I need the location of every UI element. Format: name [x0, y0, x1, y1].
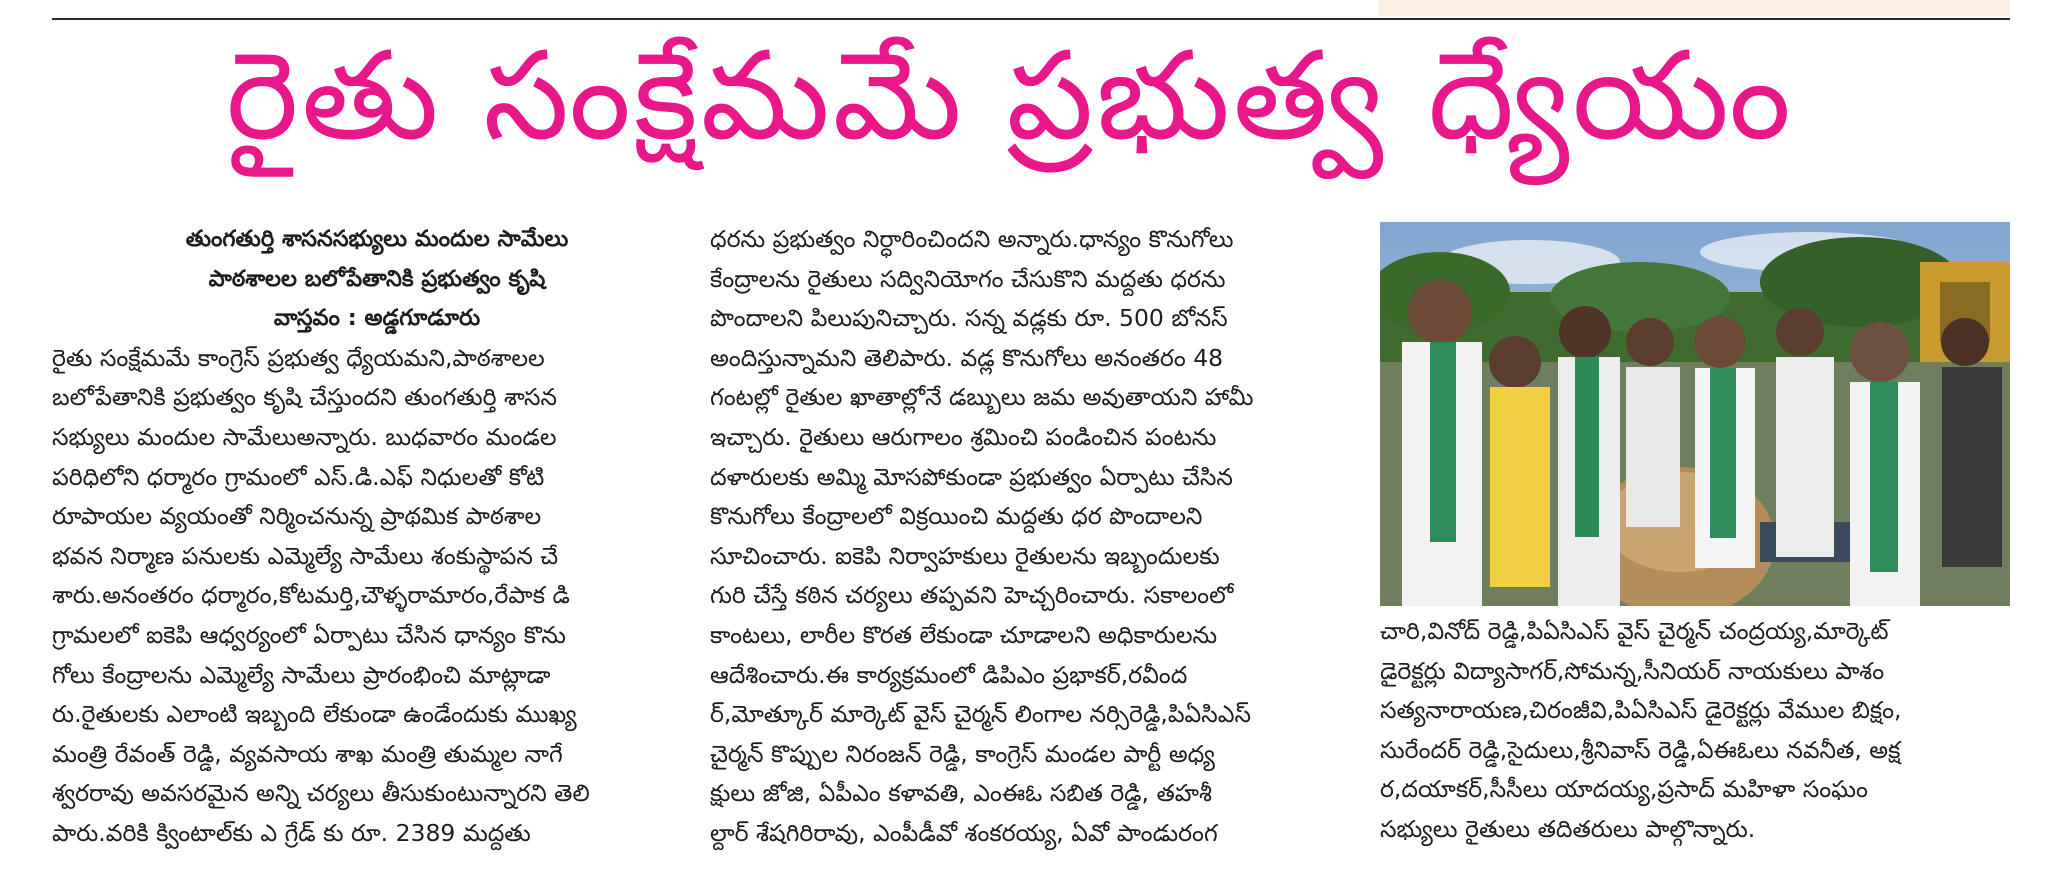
body-line: శారు.అనంతరం ధర్మారం,కోటమర్తి,చౌళ్ళరామారం,రేపాక డి [52, 581, 570, 610]
body-line: సభ్యులు మందుల సామేలుఅన్నారు. బుధవారం మండల [52, 422, 557, 451]
headline: రైతు సంక్షేమమే ప్రభుత్వ ధ్యేయం [226, 25, 1794, 167]
subhead-2: పాఠశాలల బలోపేతానికి ప్రభుత్వం కృషి [208, 265, 546, 292]
body-line: గంటల్లో రైతుల ఖాతాల్లోనే డబ్బులు జమ అవుతాయని హామీ [710, 383, 1254, 412]
article-column-2 [710, 220, 1360, 854]
body-line: కేంద్రాలను రైతులు సద్వినియోగం చేసుకొని మద్దతు ధరను [710, 264, 1226, 293]
body-line: రైతు సంక్షేమమే కాంగ్రెస్ ప్రభుత్వ ధ్యేయమని,పాఠశాలల [52, 343, 545, 372]
caption-line: డైరెక్టర్లు విద్యాసాగర్,సోమన్న,సీనియర్ నాయకులు పాశం [1380, 656, 1885, 685]
caption-line: చారి,వినోద్ రెడ్డి,పిఏసిఎస్ వైస్ చైర్మన్ చంద్రయ్య,మార్కెట్ [1380, 617, 1889, 645]
top-corner-tint [1378, 0, 2010, 16]
body-line: బలోపేతానికి ప్రభుత్వం కృషి చేస్తుందని తుంగతుర్తి శాసన [52, 383, 558, 412]
body-line: ఆదేశించారు.ఈ కార్యక్రమంలో డిపిఎం ప్రభాకర్,రవీంద [710, 660, 1188, 689]
body-line: పొందాలని పిలుపునిచ్చారు. సన్న వడ్లకు రూ. 500 బోనస్ [710, 304, 1228, 333]
caption-line: సురేందర్ రెడ్డి,సైదులు,శ్రీనివాస్ రెడ్డి,ఏఈఓలు నవనీత, అక్ష [1380, 735, 1901, 764]
body-line: క్షులు జోజి, ఏపీఎం కళావతి, ఎంఈఓ సబిత రెడ్డి, తహశీ [710, 779, 1212, 808]
top-rule [52, 18, 2010, 20]
news-photo [1380, 222, 2010, 606]
article-column-1 [52, 220, 702, 854]
body-line: సూచించారు. ఐకెపి నిర్వాహకులు రైతులను ఇబ్బందులకు [710, 541, 1220, 570]
body-line: అందిస్తున్నామని తెలిపారు. వడ్ల కొనుగోలు అనంతరం 48 [710, 343, 1224, 372]
body-line: పరిధిలోని ధర్మారం గ్రామంలో ఎస్.డి.ఎఫ్ నిధులతో కోటి [52, 462, 545, 491]
body-line: గ్రామలలో ఐకెపి ఆధ్వర్యంలో ఏర్పాటు చేసిన ధాన్యం కొను [52, 620, 566, 649]
body-line: రూపాయల వ్యయంతో నిర్మించనున్న ప్రాథమిక పాఠశాల [52, 502, 542, 531]
body-line: ధరను ప్రభుత్వం నిర్ధారించిందని అన్నారు.ధాన్యం కొనుగోలు [710, 225, 1234, 253]
caption-line: సభ్యులు రైతులు తదితరులు పాల్గొన్నారు. [1380, 814, 1756, 843]
caption-line: ర,దయాకర్,సీసీలు యాదయ్య,ప్రసాద్ మహిళా సంఘం [1380, 775, 1868, 804]
body-line: రు.రైతులకు ఎలాంటి ఇబ్బంది లేకుండా ఉండేందుకు ముఖ్య [52, 700, 577, 729]
body-line: కాంటలు, లారీల కొరత లేకుండా చూడాలని అధికారులను [710, 620, 1218, 649]
dateline: వాస్తవం : అడ్డగూడూరు [273, 305, 481, 332]
body-line: శ్వరరావు అవసరమైన అన్ని చర్యలు తీసుకుంటున్నారని తెలి [52, 779, 590, 808]
body-line: చైర్మన్ కొప్పుల నిరంజన్ రెడ్డి, కాంగ్రెస్ మండల పార్టీ అధ్య [710, 739, 1215, 768]
body-line: దళారులకు అమ్మి మోసపోకుండా ప్రభుత్వం ఏర్పాటు చేసిన [710, 462, 1233, 491]
subhead-1: తుంగతుర్తి శాసనసభ్యులు మందుల సామేలు [185, 226, 569, 252]
body-line: గురి చేస్తే కఠిన చర్యలు తప్పవని హెచ్చరించారు. సకాలంలో [710, 581, 1234, 610]
body-line: ర్,మోత్కూర్ మార్కెట్ వైస్ చైర్మన్ లింగాల నర్సిరెడ్డి,పిఏసిఎస్ [710, 700, 1251, 729]
body-line: కొనుగోలు కేంద్రాలలో విక్రయించి మద్దతు ధర పొందాలని [710, 502, 1203, 531]
caption-line: సత్యనారాయణ,చిరంజీవి,పిఏసిఎస్ డైరెక్టర్లు వేముల బిక్షం, [1380, 696, 1902, 725]
body-line: ఇచ్చారు. రైతులు ఆరుగాలం శ్రమించి పండించిన పంటను [710, 422, 1217, 451]
body-line: ల్దార్ శేషగిరిరావు, ఎంపీడీవో శంకరయ్య, ఏవో పాండురంగ [710, 818, 1218, 847]
body-line: మంత్రి రేవంత్ రెడ్డి, వ్యవసాయ శాఖ మంత్రి తుమ్మల నాగే [52, 739, 563, 768]
body-line: పారు.వరికి క్వింటాల్‌కు ఎ గ్రేడ్ కు రూ. 2389 మద్దతు [52, 818, 531, 847]
body-line: భవన నిర్మాణ పనులకు ఎమ్మెల్యే సామేలు శంకుస్థాపన చే [52, 541, 559, 570]
body-line: గోలు కేంద్రాలను ఎమ్మెల్యే సామేలు ప్రారంభించి మాట్లాడా [52, 660, 551, 689]
photo-caption [1380, 612, 2010, 850]
